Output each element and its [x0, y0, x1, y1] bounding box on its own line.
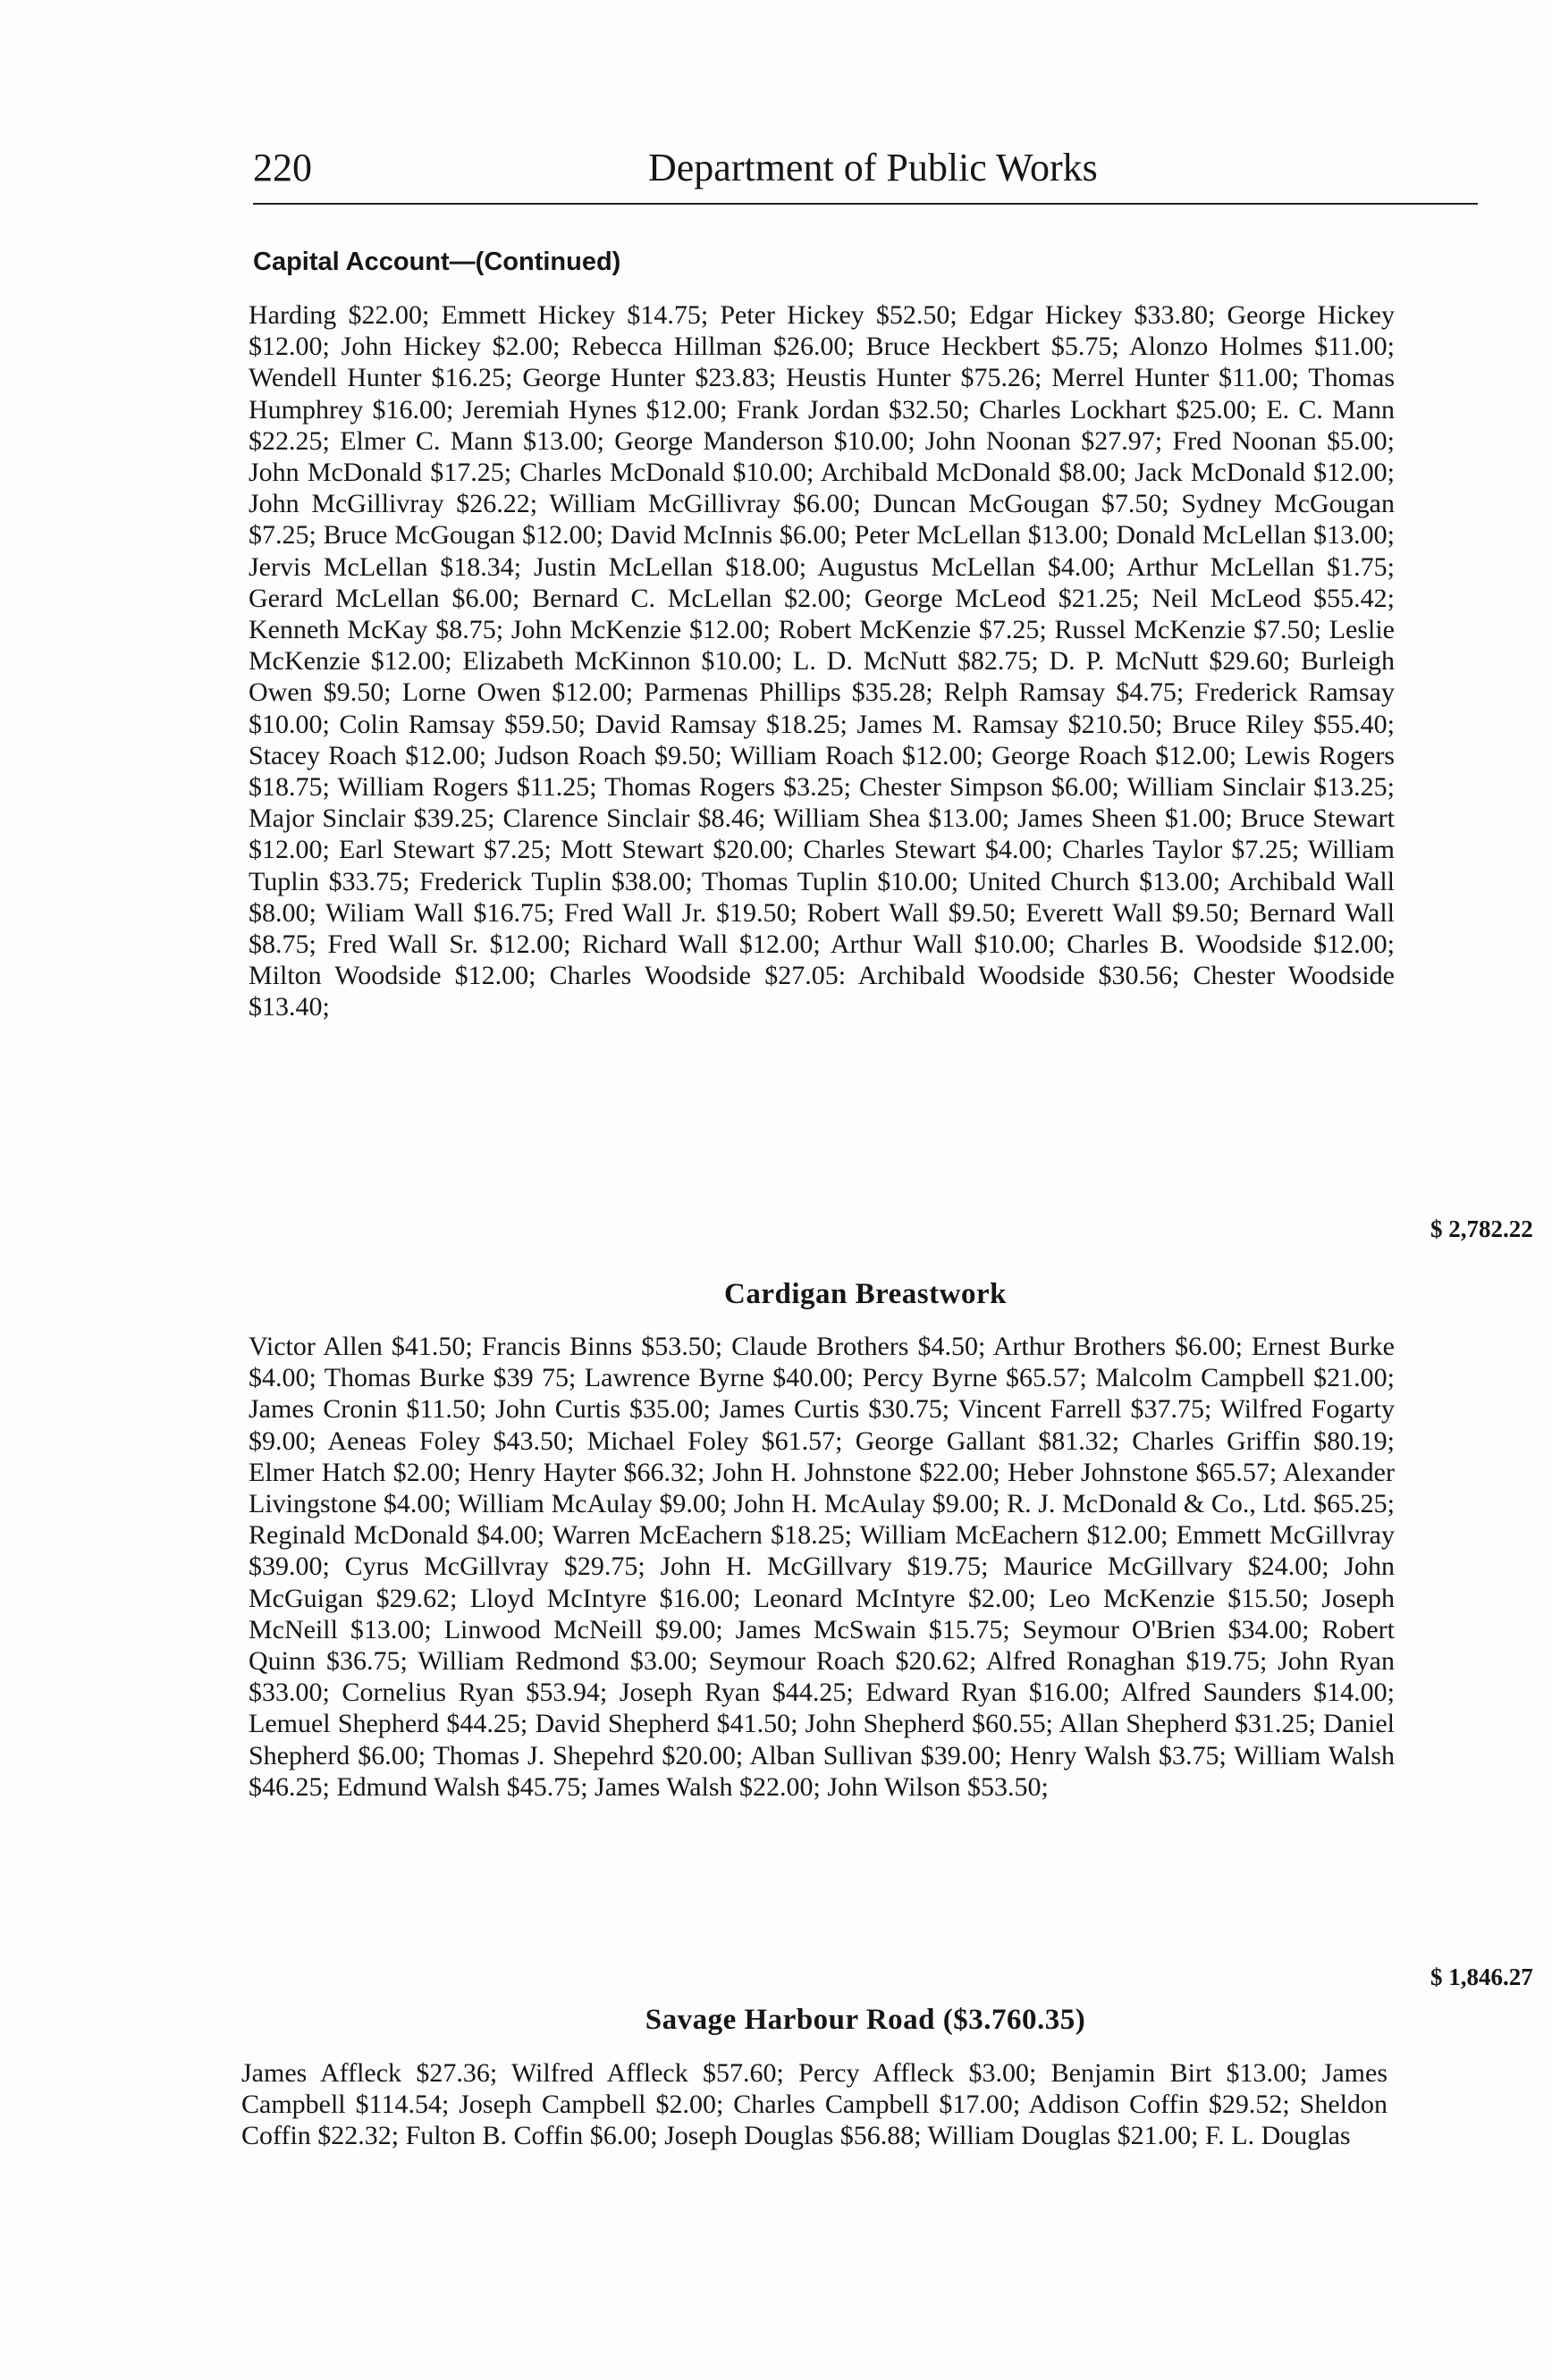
running-title: Department of Public Works	[648, 146, 1098, 189]
savage-harbour-road-block	[241, 2057, 1388, 2281]
capital-account-block	[249, 299, 1395, 1247]
page-number: 220	[253, 146, 312, 189]
savage-harbour-road-heading: Savage Harbour Road	[645, 2004, 936, 2036]
cardigan-breastwork-text: Victor Allen $41.50; Francis Binns $53.50; Claude Brothers $4.50; Arthur Brothers $6.00; Ernest Burke $4.00; Thomas Burke $39 75; Lawrence Byrne $40.00; Percy Byrne $65.57; Malcolm Campbell $21.00; James Cronin $11.50; John Curtis $35.00; James Curtis $30.75; Vincent Farrell $37.75; Wilfred Fogarty $9.00; Aeneas Foley $43.50; Michael Foley $61.57; George Gallant $81.32; Charles Griffin $80.19; Elmer Hatch $2.00; Henry Hayter $66.32; John H. Johnstone $22.00; Heber Johnstone $65.57; Alexander Livingstone $4.00; William McAulay $9.00; John H. McAulay $9.00; R. J. McDonald & Co., Ltd. $65.25; Reginald McDonald $4.00; Warren McEachern $18.25; William McEachern $12.00; Emmett McGillvray $39.00; Cyrus McGillvray $29.75; John H. McGillvary $19.75; Maurice McGillvary $24.00; John McGuigan $29.62; Lloyd McIntyre $16.00; Leonard McIntyre $2.00; Leo McKenzie $15.50; Joseph McNeill $13.00; Linwood McNeill $9.00; James McSwain $15.75; Seymour O'Brien $34.00; Robert Quinn $36.75; William Redmond $3.00; Seymour Roach $20.62; Alfred Ronaghan $19.75; John Ryan $33.00; Cornelius Ryan $53.94; Joseph Ryan $44.25; Edward Ryan $16.00; Alfred Saunders $14.00; Lemuel Shepherd $44.25; David Shepherd $41.50; John Shepherd $60.55; Allan Shepherd $31.25; Daniel Shepherd $6.00; Thomas J. Shepehrd $20.00; Alban Sullivan $39.00; Henry Walsh $3.75; William Walsh $46.25; Edmund Walsh $45.75; James Walsh $22.00; John Wilson $53.50;	[249, 1332, 1395, 1802]
cardigan-breastwork-total: $ 1,846.27	[1430, 1964, 1533, 1990]
cardigan-breastwork-heading: Cardigan Breastwork	[724, 1278, 1007, 1310]
savage-harbour-road-heading-amount: ($3.760.35)	[942, 2004, 1086, 2036]
section-heading: Capital Account—(Continued)	[253, 248, 621, 276]
savage-harbour-road-heading-line	[253, 2002, 1478, 2038]
savage-harbour-road-text: James Affleck $27.36; Wilfred Affleck $57.60; Percy Affleck $3.00; Benjamin Birt $13.00; James Campbell $114.54; Joseph Campbell $2.00; Charles Campbell $17.00; Addison Coffin $29.52; Sheldon Coffin $22.32; Fulton B. Coffin $6.00; Joseph Douglas $56.88; William Douglas $21.00; F. L. Douglas	[241, 2058, 1388, 2151]
capital-account-total: $ 2,782.22	[1430, 1215, 1533, 1242]
cardigan-breastwork-block	[249, 1331, 1395, 2028]
capital-account-text: Harding $22.00; Emmett Hickey $14.75; Peter Hickey $52.50; Edgar Hickey $33.80; George Hickey $12.00; John Hickey $2.00; Rebecca Hillman $26.00; Bruce Heckbert $5.75; Alonzo Holmes $11.00; Wendell Hunter $16.25; George Hunter $23.83; Heustis Hunter $75.26; Merrel Hunter $11.00; Thomas Humphrey $16.00; Jeremiah Hynes $12.00; Frank Jordan $32.50; Charles Lockhart $25.00; E. C. Mann $22.25; Elmer C. Mann $13.00; George Manderson $10.00; John Noonan $27.97; Fred Noonan $5.00; John McDonald $17.25; Charles McDonald $10.00; Archibald McDonald $8.00; Jack McDonald $12.00; John McGillivray $26.22; William McGillivray $6.00; Duncan McGougan $7.50; Sydney McGougan $7.25; Bruce McGougan $12.00; David McInnis $6.00; Peter McLellan $13.00; Donald McLellan $13.00; Jervis McLellan $18.34; Justin McLellan $18.00; Augustus McLellan $4.00; Arthur McLellan $1.75; Gerard McLellan $6.00; Bernard C. McLellan $2.00; George McLeod $21.25; Neil McLeod $55.42; Kenneth McKay $8.75; John McKenzie $12.00; Robert McKenzie $7.25; Russel McKenzie $7.50; Leslie McKenzie $12.00; Elizabeth McKinnon $10.00; L. D. McNutt $82.75; D. P. McNutt $29.60; Burleigh Owen $9.50; Lorne Owen $12.00; Parmenas Phillips $35.28; Relph Ramsay $4.75; Frederick Ramsay $10.00; Colin Ramsay $59.50; David Ramsay $18.25; James M. Ramsay $210.50; Bruce Riley $55.40; Stacey Roach $12.00; Judson Roach $9.50; William Roach $12.00; George Roach $12.00; Lewis Rogers $18.75; William Rogers $11.25; Thomas Rogers $3.25; Chester Simpson $6.00; William Sinclair $13.25; Major Sinclair $39.25; Clarence Sinclair $8.46; William Shea $13.00; James Sheen $1.00; Bruce Stewart $12.00; Earl Stewart $7.25; Mott Stewart $20.00; Charles Stewart $4.00; Charles Taylor $7.25; William Tuplin $33.75; Frederick Tuplin $38.00; Thomas Tuplin $10.00; United Church $13.00; Archibald Wall $8.00; Wiliam Wall $16.75; Fred Wall Jr. $19.50; Robert Wall $9.50; Everett Wall $9.50; Bernard Wall $8.75; Fred Wall Sr. $12.00; Richard Wall $12.00; Arthur Wall $10.00; Charles B. Woodside $12.00; Milton Woodside $12.00; Charles Woodside $27.05: Archibald Woodside $30.56; Chester Woodside $13.40;	[249, 300, 1395, 1022]
header-rule	[253, 203, 1478, 205]
